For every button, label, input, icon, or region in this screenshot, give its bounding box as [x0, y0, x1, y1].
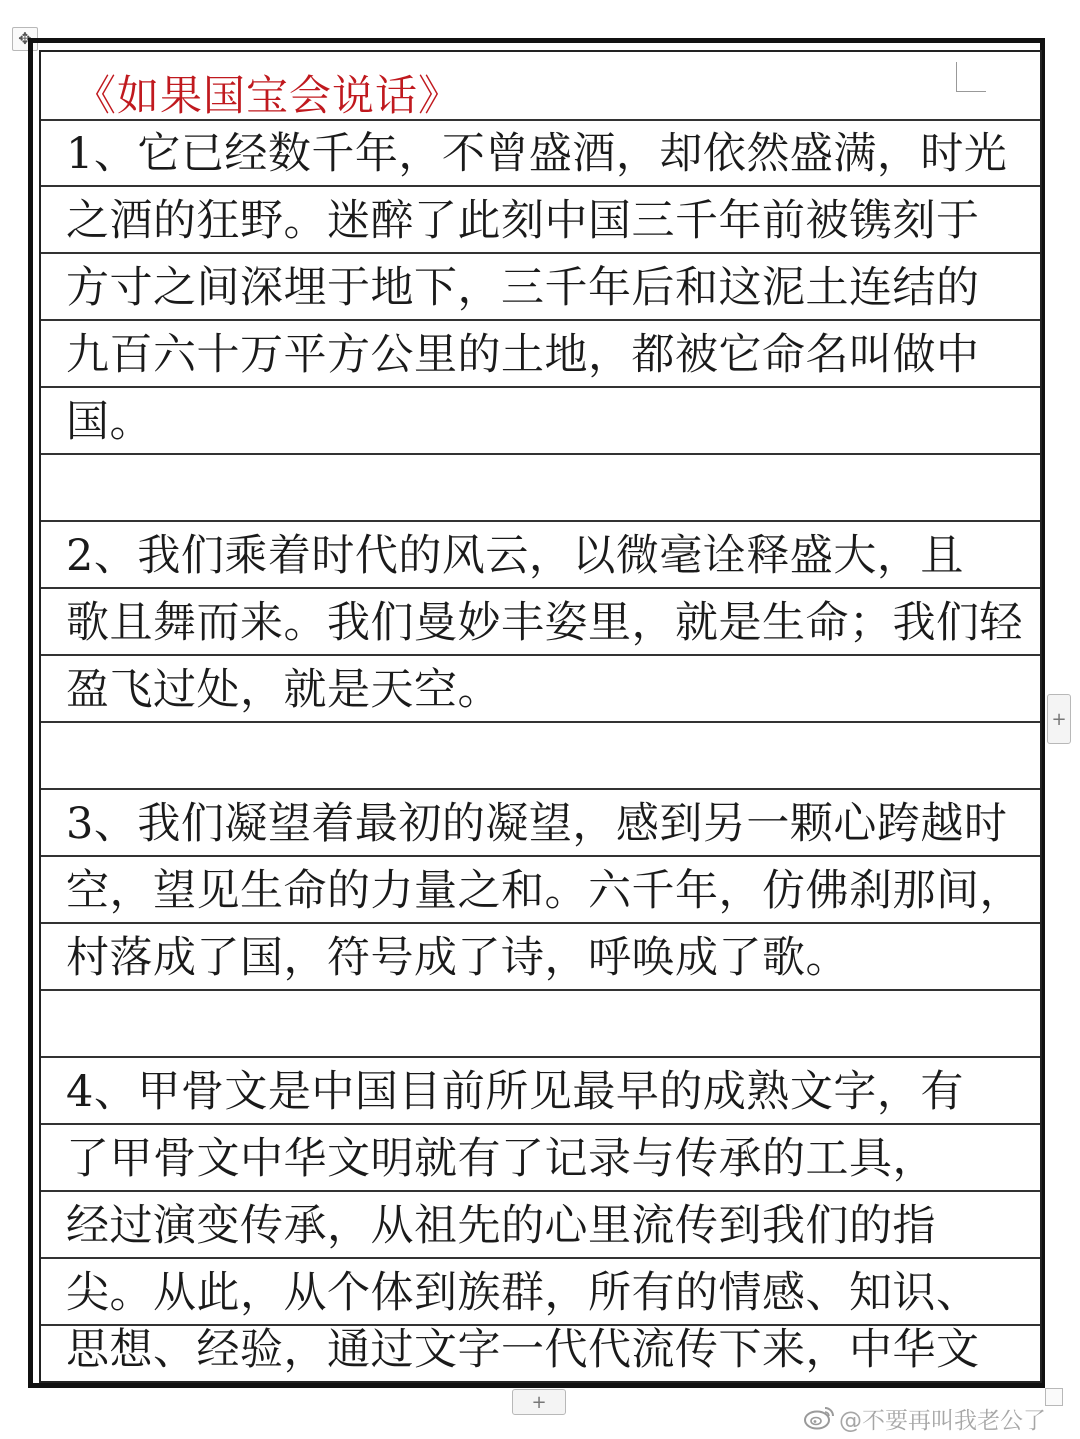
weibo-watermark [803, 1402, 1046, 1434]
watermark-text: @不要再叫我老公了 [839, 1407, 1046, 1434]
add-row-handle[interactable]: + [512, 1389, 566, 1415]
text-line: 九百六十万平方公里的土地，都被它命名叫做中 [66, 330, 980, 380]
weibo-icon [803, 1405, 835, 1431]
text-line: 尖。从此，从个体到族群，所有的情感、知识、 [66, 1268, 980, 1318]
add-column-handle[interactable]: + [1047, 694, 1071, 744]
text-line: 方寸之间深埋于地下，三千年后和这泥土连结的 [66, 263, 980, 313]
text-line: 了甲骨文中华文明就有了记录与传承的工具， [66, 1134, 936, 1184]
text-line: 经过演变传承，从祖先的心里流传到我们的指 [66, 1201, 936, 1251]
margin-corner-mark [956, 62, 986, 92]
text-line: 3、我们凝望着最初的凝望，感到另一颗心跨越时 [66, 799, 1008, 849]
text-line [66, 457, 1026, 521]
text-line: 歌且舞而来。我们曼妙丰姿里，就是生命；我们轻 [66, 598, 1023, 648]
text-line: 1、它已经数千年，不曾盛酒，却依然盛满，时光 [66, 129, 1008, 179]
text-line: 2、我们乘着时代的风云，以微毫诠释盛大，且 [66, 531, 964, 581]
text-line: 之酒的狂野。迷醉了此刻中国三千年前被镌刻于 [66, 196, 980, 246]
text-line: 思想、经验，通过文字一代代流传下来，中华文 [66, 1325, 980, 1375]
text-line: 4、甲骨文是中国目前所见最早的成熟文字，有 [66, 1067, 964, 1117]
table-move-handle[interactable]: ✥ [12, 27, 38, 51]
table-resize-handle[interactable] [1045, 1388, 1063, 1406]
text-line: 空，望见生命的力量之和。六千年，仿佛刹那间， [66, 866, 1023, 916]
text-line: 村落成了国，符号成了诗，呼唤成了歌。 [66, 933, 849, 983]
text-line: 国。 [66, 397, 153, 447]
text-line [66, 993, 1026, 1057]
text-line [66, 725, 1026, 789]
document-title: 《如果国宝会说话》 [74, 71, 462, 120]
text-line: 盈飞过处，就是天空。 [66, 665, 501, 715]
